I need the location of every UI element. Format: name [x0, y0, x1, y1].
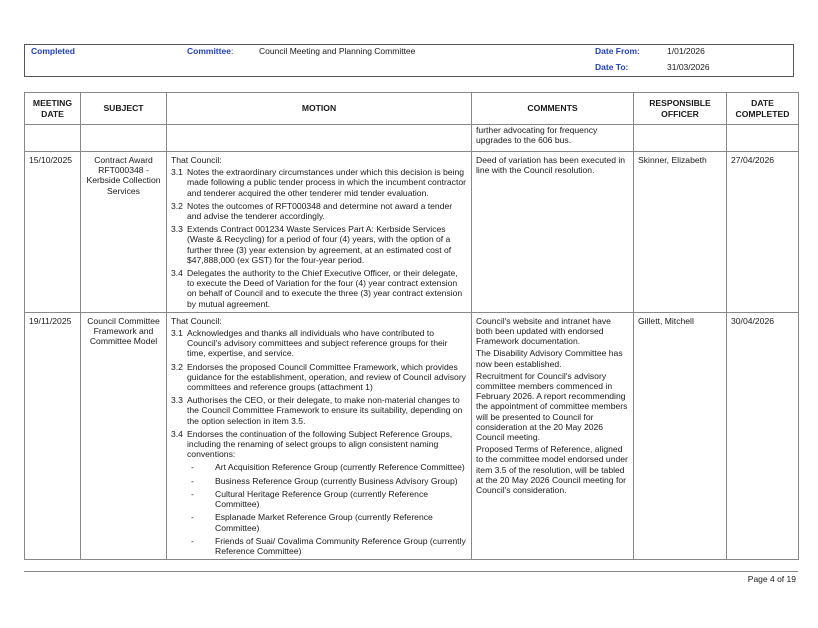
table-row [25, 152, 799, 313]
motion-item: 3.2 Notes the outcomes of RFT000348 and determine not award a tender and advise the tenderer accordingly. [171, 200, 453, 222]
footer-divider [24, 571, 798, 572]
table-header-row [25, 93, 799, 125]
comment-paragraph: Deed of variation has been executed in line with the Council resolution. [476, 155, 626, 176]
col-subject: SUBJECT [81, 93, 167, 125]
responsible-officer: Skinner, Elizabeth [634, 152, 727, 313]
subitem: - Business Reference Group (currently Business Advisory Group) [191, 475, 458, 486]
subitem: - Art Acquisition Reference Group (currently Reference Committee) [191, 462, 465, 473]
col-motion: MOTION [167, 93, 472, 125]
motion-item: 3.1 Acknowledges and thanks all individuals who have contributed to Council's advisory committees and subject reference groups for their time, expertise, and service. [171, 328, 448, 359]
committee-label: Committee [187, 46, 231, 56]
motion-item: 3.3 Extends Contract 001234 Waste Services Part A: Kerbside Services (Waste & Recycling) for a period of four (4) years, with the option of a further three (3) year extension by agreement, at an estimated cost of $47,888,000 (ex GST) for the four-year period. [171, 224, 452, 265]
table-row [25, 312, 799, 559]
comment-paragraph: The Disability Advisory Committee has now been established. [476, 348, 623, 369]
motion [167, 312, 472, 559]
comment-paragraph: Recruitment for Council's advisory committee members commenced in February 2026. A report recommending the appointment of committee members will be presented to Council for consideration at the 20 May 2026 Council meeting. [476, 370, 628, 443]
motion-item: 3.1 Notes the extraordinary circumstances under which this decision is being made following a public tender process in which the incumbent contractor and tenderer acquired the other tenderer mid tender evaluation. [171, 167, 466, 198]
motion-item: 3.4 Delegates the authority to the Chief Executive Officer, or their delegate, to execute the Deed of Variation for the four (4) year contract extension on behalf of Council and to execute the three (3) year contract extension by mutual agreement. [171, 268, 463, 309]
meeting-date: 15/10/2025 [25, 152, 81, 313]
col-responsible-officer: RESPONSIBLE OFFICER [634, 93, 727, 125]
subject: Contract Award RFT000348 - Kerbside Collection Services [81, 152, 167, 313]
comment-paragraph: Proposed Terms of Reference, aligned to the committee model endorsed under item 3.5 of the resolution, will be tabled at the 20 May 2026 Council meeting for Council's consideration. [476, 444, 628, 496]
subitem: - Esplanade Market Reference Group (currently Reference Committee) [191, 512, 433, 533]
report-header [24, 44, 794, 77]
comments [472, 152, 634, 313]
motion-item: 3.3 Authorises the CEO, or their delegate, to make non-material changes to the Council Committee Framework to ensure its suitability, depending on the option selection in item 3.5. [171, 395, 463, 426]
comment-paragraph: Council's website and intranet have both been updated with endorsed Framework documentation. [476, 315, 611, 347]
meeting-date: 19/11/2025 [25, 312, 81, 559]
date-completed: 30/04/2026 [727, 312, 799, 559]
committee-colon: : [230, 46, 234, 56]
subject: Council Committee Framework and Committee Model [81, 312, 167, 559]
resolutions-table [24, 92, 799, 560]
motion [167, 152, 472, 313]
col-meeting-date: MEETING DATE [25, 93, 81, 125]
responsible-officer: Gillett, Mitchell [634, 312, 727, 559]
subitem: - Cultural Heritage Reference Group (currently Reference Committee) [191, 488, 429, 510]
motion-intro: That Council: [171, 155, 222, 165]
continuation-comment: further advocating for frequency upgrades to the 606 bus. [472, 125, 634, 152]
motion-item: 3.4 Endorses the continuation of the following Subject Reference Groups, including the renaming of select groups to align consistent naming conventions: [171, 428, 453, 460]
date-from-value: 1/01/2026 [667, 46, 705, 56]
date-to-value: 31/03/2026 [667, 62, 710, 72]
motion-intro: That Council: [171, 315, 222, 326]
col-date-completed: DATE COMPLETED [727, 93, 799, 125]
date-completed: 27/04/2026 [727, 152, 799, 313]
page-number: Page 4 of 19 [747, 574, 796, 584]
date-to-label: Date To: [595, 62, 629, 72]
table-row-continuation [25, 125, 799, 152]
subitem: - Friends of Suai/ Covalima Community Reference Group (currently Reference Committee) [191, 535, 466, 556]
committee-value: Council Meeting and Planning Committee [259, 46, 416, 56]
committee-label-group [187, 46, 233, 56]
motion-item: 3.2 Endorses the proposed Council Committee Framework, which provides guidance for the establishment, operation, and review of Council advisory committees and reference groups (attachment 1) [171, 361, 466, 393]
col-comments: COMMENTS [472, 93, 634, 125]
date-from-label: Date From: [595, 46, 640, 56]
comments [472, 312, 634, 559]
status-label: Completed [31, 46, 75, 56]
